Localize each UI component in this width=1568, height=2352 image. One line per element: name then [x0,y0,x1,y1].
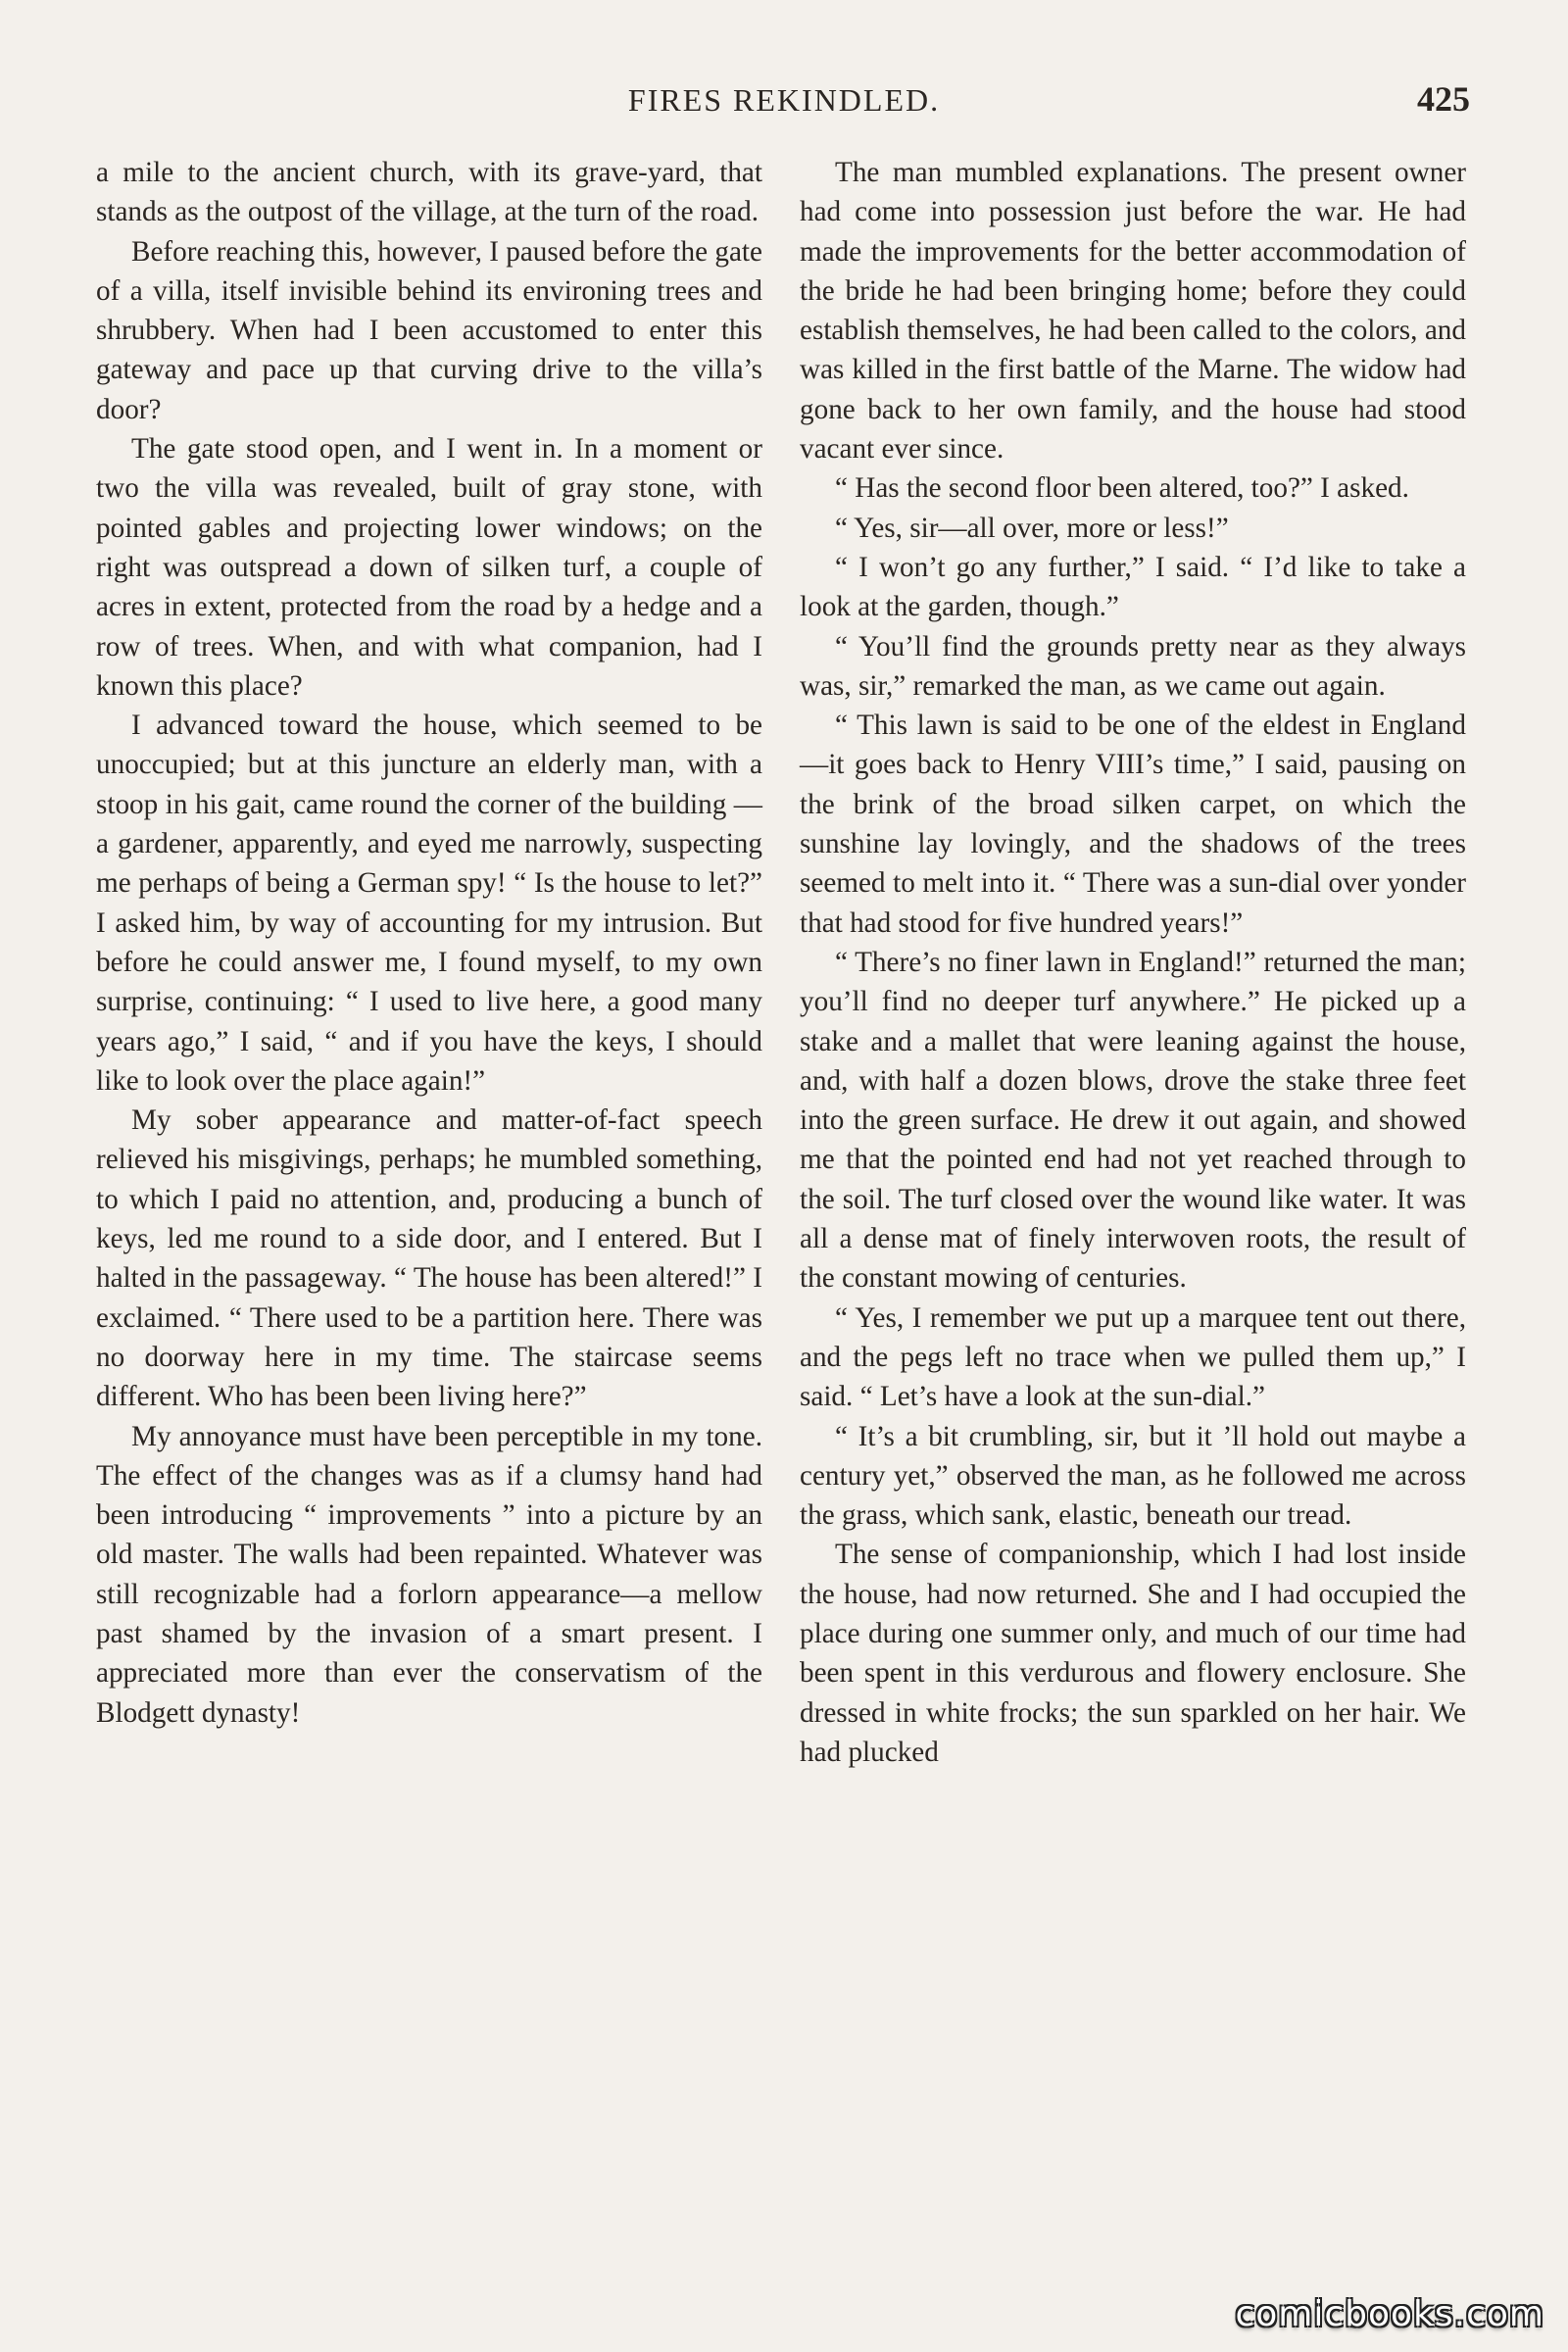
paragraph: I advanced toward the house, which seemed to be unoccupied; but at this juncture an elderly man, with a stoop in his gait, came round the corner of the building —a gardener, apparently, and eyed me narrowly, suspecting me perhaps of being a German spy! “ Is the house to let?” I asked him, by way of accounting for my intrusion. But before he could answer me, I found myself, to my own surprise, continuing: “ I used to live here, a good many years ago,” I said, “ and if you have the keys, I should like to look over the place again!” [96,710,762,1097]
paragraph: “ Has the second floor been altered, too?” I asked. [835,472,1409,505]
paragraph: “ Yes, sir—all over, more or less!” [835,512,1229,544]
paragraph: “ Yes, I remember we put up a marquee tent out there, and the pegs left no trace when we pulled them up,” I said. “ Let’s have a look at the sun-dial.” [800,1301,1466,1413]
paragraph: My sober appearance and matter-of-fact speech relieved his misgivings, perhaps; he mumbled something, to which I paid no attention, and, producing a bunch of keys, led me round to a side door, and I entered. But I halted in the passageway. “ The house has been altered!” I exclaimed. “ There used to be a partition here. There was no doorway here in my time. The staircase seems different. Who has been been living here?” [96,1104,762,1413]
site-watermark: comicbooks.com [1235,2294,1544,2334]
paragraph: a mile to the ancient church, with its grave-yard, that stands as the outpost of the village, at the turn of the road. [96,157,762,228]
paragraph: “ This lawn is said to be one of the eldest in England—it goes back to Henry VIII’s time,” I said, pausing on the brink of the broad silken carpet, on which the sunshine lay lovingly, and the shadows of the trees seemed to melt into it. “ There was a sun-dial over yonder that had stood for five hundred years!” [800,710,1466,939]
paragraph: “ There’s no finer lawn in England!” returned the man; you’ll find no deeper turf anywhere.” He picked up a stake and a mallet that were leaning against the house, and, with half a dozen blows, drove the stake three feet into the green surface. He drew it out again, and showed me that the pointed end had not yet reached through to the soil. The turf closed over the wound like water. It was all a dense mat of finely interwoven roots, the result of the constant mowing of centuries. [800,946,1466,1295]
paragraph: The man mumbled explanations. The present owner had come into possession just before the war. He had made the improvements for the better accommodation of the bride he had been bringing home; before they could establish themselves, he had been called to the colors, and was killed in the first battle of the Marne. The widow had gone back to her own family, and the house had stood vacant ever since. [800,157,1466,466]
paragraph: Before reaching this, however, I paused before the gate of a villa, itself invisible behind its environing trees and shrubbery. When had I been accustomed to enter this gateway and pace up that curving drive to the villa’s door? [96,235,762,425]
paragraph: The sense of companionship, which I had lost inside the house, had now returned. She and I had occupied the place during one summer only, and much of our time had been spent in this verdurous and flowery enclosure. She dressed in white frocks; the sun sparkled on her hair. We had plucked [800,1539,1466,1768]
paragraph: “ It’s a bit crumbling, sir, but it ’ll hold out maybe a century yet,” observed the man, as he followed me across the grass, which sank, elastic, beneath our tread. [800,1420,1466,1532]
paragraph: My annoyance must have been perceptible in my tone. The effect of the changes was as if a clumsy hand had been introducing “ improvements ” into a picture by an old master. The walls had been repainted. Whatever was still recognizable had a forlorn appearance—a mellow past shamed by the invasion of a smart present. I appreciated more than ever the conservatism of the Blodgett dynasty! [96,1420,762,1729]
running-title: FIRES REKINDLED. [627,82,941,118]
paragraph: “ I won’t go any further,” I said. “ I’d like to take a look at the garden, though.” [800,551,1466,623]
page-number: 425 [1417,79,1470,119]
page-header [0,78,1568,125]
paragraph: “ You’ll find the grounds pretty near as they always was, sir,” remarked the man, as we came out again. [800,630,1466,702]
left-column [96,153,762,1733]
paragraph: The gate stood open, and I went in. In a moment or two the villa was revealed, built of gray stone, with pointed gables and projecting lower windows; on the right was outspread a down of silken turf, a couple of acres in extent, protected from the road by a hedge and a row of trees. When, and with what companion, had I known this place? [96,433,762,702]
right-column [800,153,1466,1772]
